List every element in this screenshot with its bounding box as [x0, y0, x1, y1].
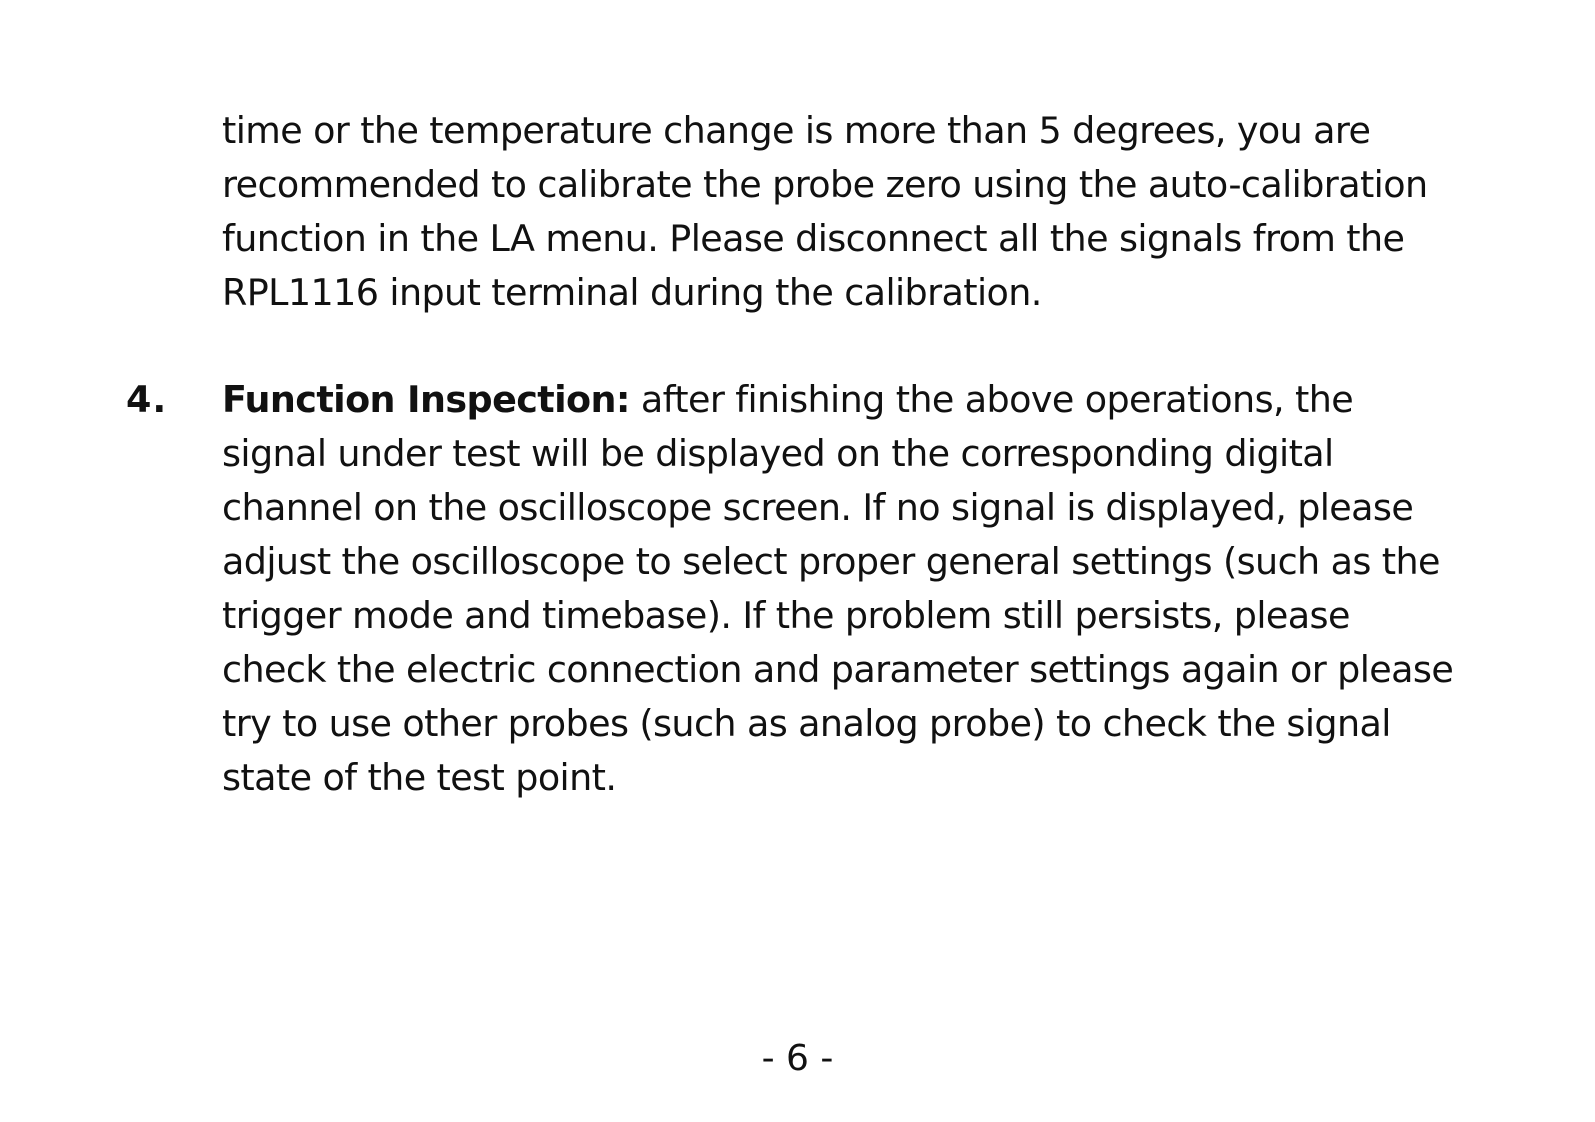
page-number: - 6 - — [761, 1038, 834, 1079]
paragraph-line: try to use other probes (such as analog probe) to check the signal — [222, 702, 1391, 745]
item-first-line-text: after finishing the above operations, the — [629, 378, 1354, 421]
paragraph-line — [222, 373, 1472, 427]
paragraph-line: channel on the oscilloscope screen. If no signal is displayed, please — [222, 486, 1414, 529]
paragraph-line: recommended to calibrate the probe zero using the auto-calibration — [222, 163, 1428, 206]
item-heading: Function Inspection: — [222, 378, 630, 421]
paragraph-line: function in the LA menu. Please disconnect all the signals from the — [222, 217, 1405, 260]
paragraph-line: signal under test will be displayed on the corresponding digital — [222, 432, 1334, 475]
paragraph-line: state of the test point. — [222, 756, 617, 799]
paragraph-line: trigger mode and timebase). If the problem still persists, please — [222, 594, 1350, 637]
paragraph-line: adjust the oscilloscope to select proper general settings (such as the — [222, 540, 1440, 583]
paragraph-line: time or the temperature change is more than 5 degrees, you are — [222, 109, 1371, 152]
paragraph-line: RPL1116 input terminal during the calibration. — [222, 271, 1042, 314]
list-item-function-inspection — [222, 373, 1472, 805]
list-item-number: 4. — [126, 378, 168, 421]
continued-paragraph — [222, 104, 1472, 320]
paragraph-line: check the electric connection and parameter settings again or please — [222, 648, 1454, 691]
